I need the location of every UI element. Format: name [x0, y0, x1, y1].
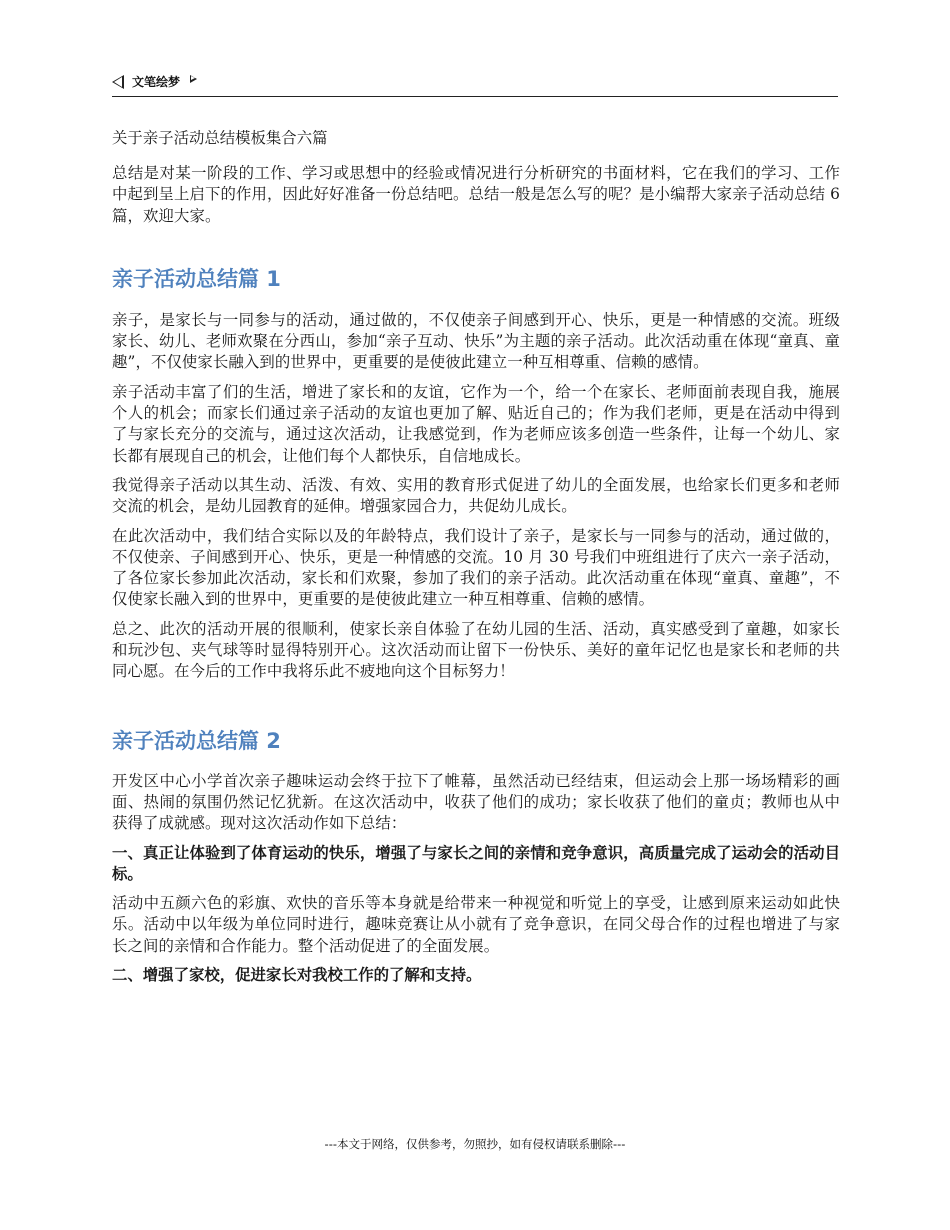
section-1-heading: 亲子活动总结篇 1 [112, 266, 281, 291]
intro-paragraph: 总结是对某一阶段的工作、学习或思想中的经验或情况进行分析研究的书面材料，它在我们的学习、工作中起到呈上启下的作用，因此好好准备一份总结吧。总结一般是怎么写的呢？是小编帮大家亲子活动总结 6 篇，欢迎大家。 [112, 164, 840, 225]
footer-disclaimer: ---本文于网络，仅供参考，勿照抄，如有侵权请联系删除--- [324, 1137, 626, 1151]
paragraph: 总之、此次的活动开展的很顺利，使家长亲自体验了在幼儿园的生活、活动，真实感受到了童趣，如家长和玩沙包、夹气球等时显得特别开心。这次活动而让留下一份快乐、美好的童年记忆也是家长和老师的共同心愿。在今后的工作中我将乐此不疲地向这个目标努力！ [112, 619, 840, 681]
paragraph: 活动中五颜六色的彩旗、欢快的音乐等本身就是给带来一种视觉和听觉上的享受，让感到原来运动如此快乐。活动中以年级为单位同时进行，趣味竞赛让从小就有了竞争意识，在同父母合作的过程也增进了与家长之间的亲情和合作能力。整个活动促进了的全面发展。 [112, 894, 840, 955]
paragraph: 在此次活动中，我们结合实际以及的年龄特点，我们设计了亲子，是家长与一同参与的活动，通过做的，不仅使亲、子间感到开心、快乐，更是一种情感的交流。10 月 30 号我们中班组进行了庆六一亲子活动，了各位家长参加此次活动，家长和们欢聚，参加了我们的亲子活动。此次活动重在体现“童真、童趣”，不仅使家长融入到的世界中，更重要的是使彼此建立一种互相尊重、信赖的感情。 [112, 526, 840, 609]
paragraph: 开发区中心小学首次亲子趣味运动会终于拉下了帷幕，虽然活动已经结束，但运动会上那一场场精彩的画面、热闹的氛围仍然记忆犹新。在这次活动中，收获了他们的成功；家长收获了他们的童贞；教师也从中获得了成就感。现对这次活动作如下总结： [112, 771, 840, 833]
paragraph: 亲子，是家长与一同参与的活动，通过做的，不仅使亲子间感到开心、快乐，更是一种情感的交流。班级家长、幼儿、老师欢聚在分西山，参加“亲子互动、快乐”为主题的亲子活动。此次活动重在体现“童真、童趣”，不仅使家长融入到的世界中，更重要的是使彼此建立一种互相尊重、信赖的感情。 [112, 310, 840, 372]
brand [112, 73, 197, 90]
left-triangle-icon [112, 75, 124, 89]
paragraph: 亲子活动丰富了们的生活，增进了家长和的友谊，它作为一个，给一个在家长、老师面前表现自我，施展个人的机会；而家长们通过亲子活动的友谊也更加了解、贴近自己的；作为我们老师，更是在活动中得到了与家长充分的交流与，通过这次活动，让我感觉到，作为老师应该多创造一些条件，让每一个幼儿、家长都有展现自己的机会，让他们每个人都快乐，自信地成长。 [112, 382, 840, 465]
section-2-heading: 亲子活动总结篇 2 [112, 728, 281, 753]
paragraph: 我觉得亲子活动以其生动、活泼、有效、实用的教育形式促进了幼儿的全面发展，也给家长们更多和老师交流的机会，是幼儿园教育的延伸。增强家园合力，共促幼儿成长。 [112, 475, 840, 516]
document-title: 关于亲子活动总结模板集合六篇 [112, 129, 328, 147]
bold-subheading: 一、真正让体验到了体育运动的快乐，增强了与家长之间的亲情和竞争意识，高质量完成了运动会的活动目标。 [112, 843, 840, 883]
brand-name: 文笔绘梦 [132, 75, 181, 89]
page-header [112, 70, 838, 97]
right-triangle-icon [190, 75, 197, 83]
document-body [112, 126, 840, 994]
bold-subheading: 二、增强了家校，促进家长对我校工作的了解和支持。 [112, 966, 482, 985]
